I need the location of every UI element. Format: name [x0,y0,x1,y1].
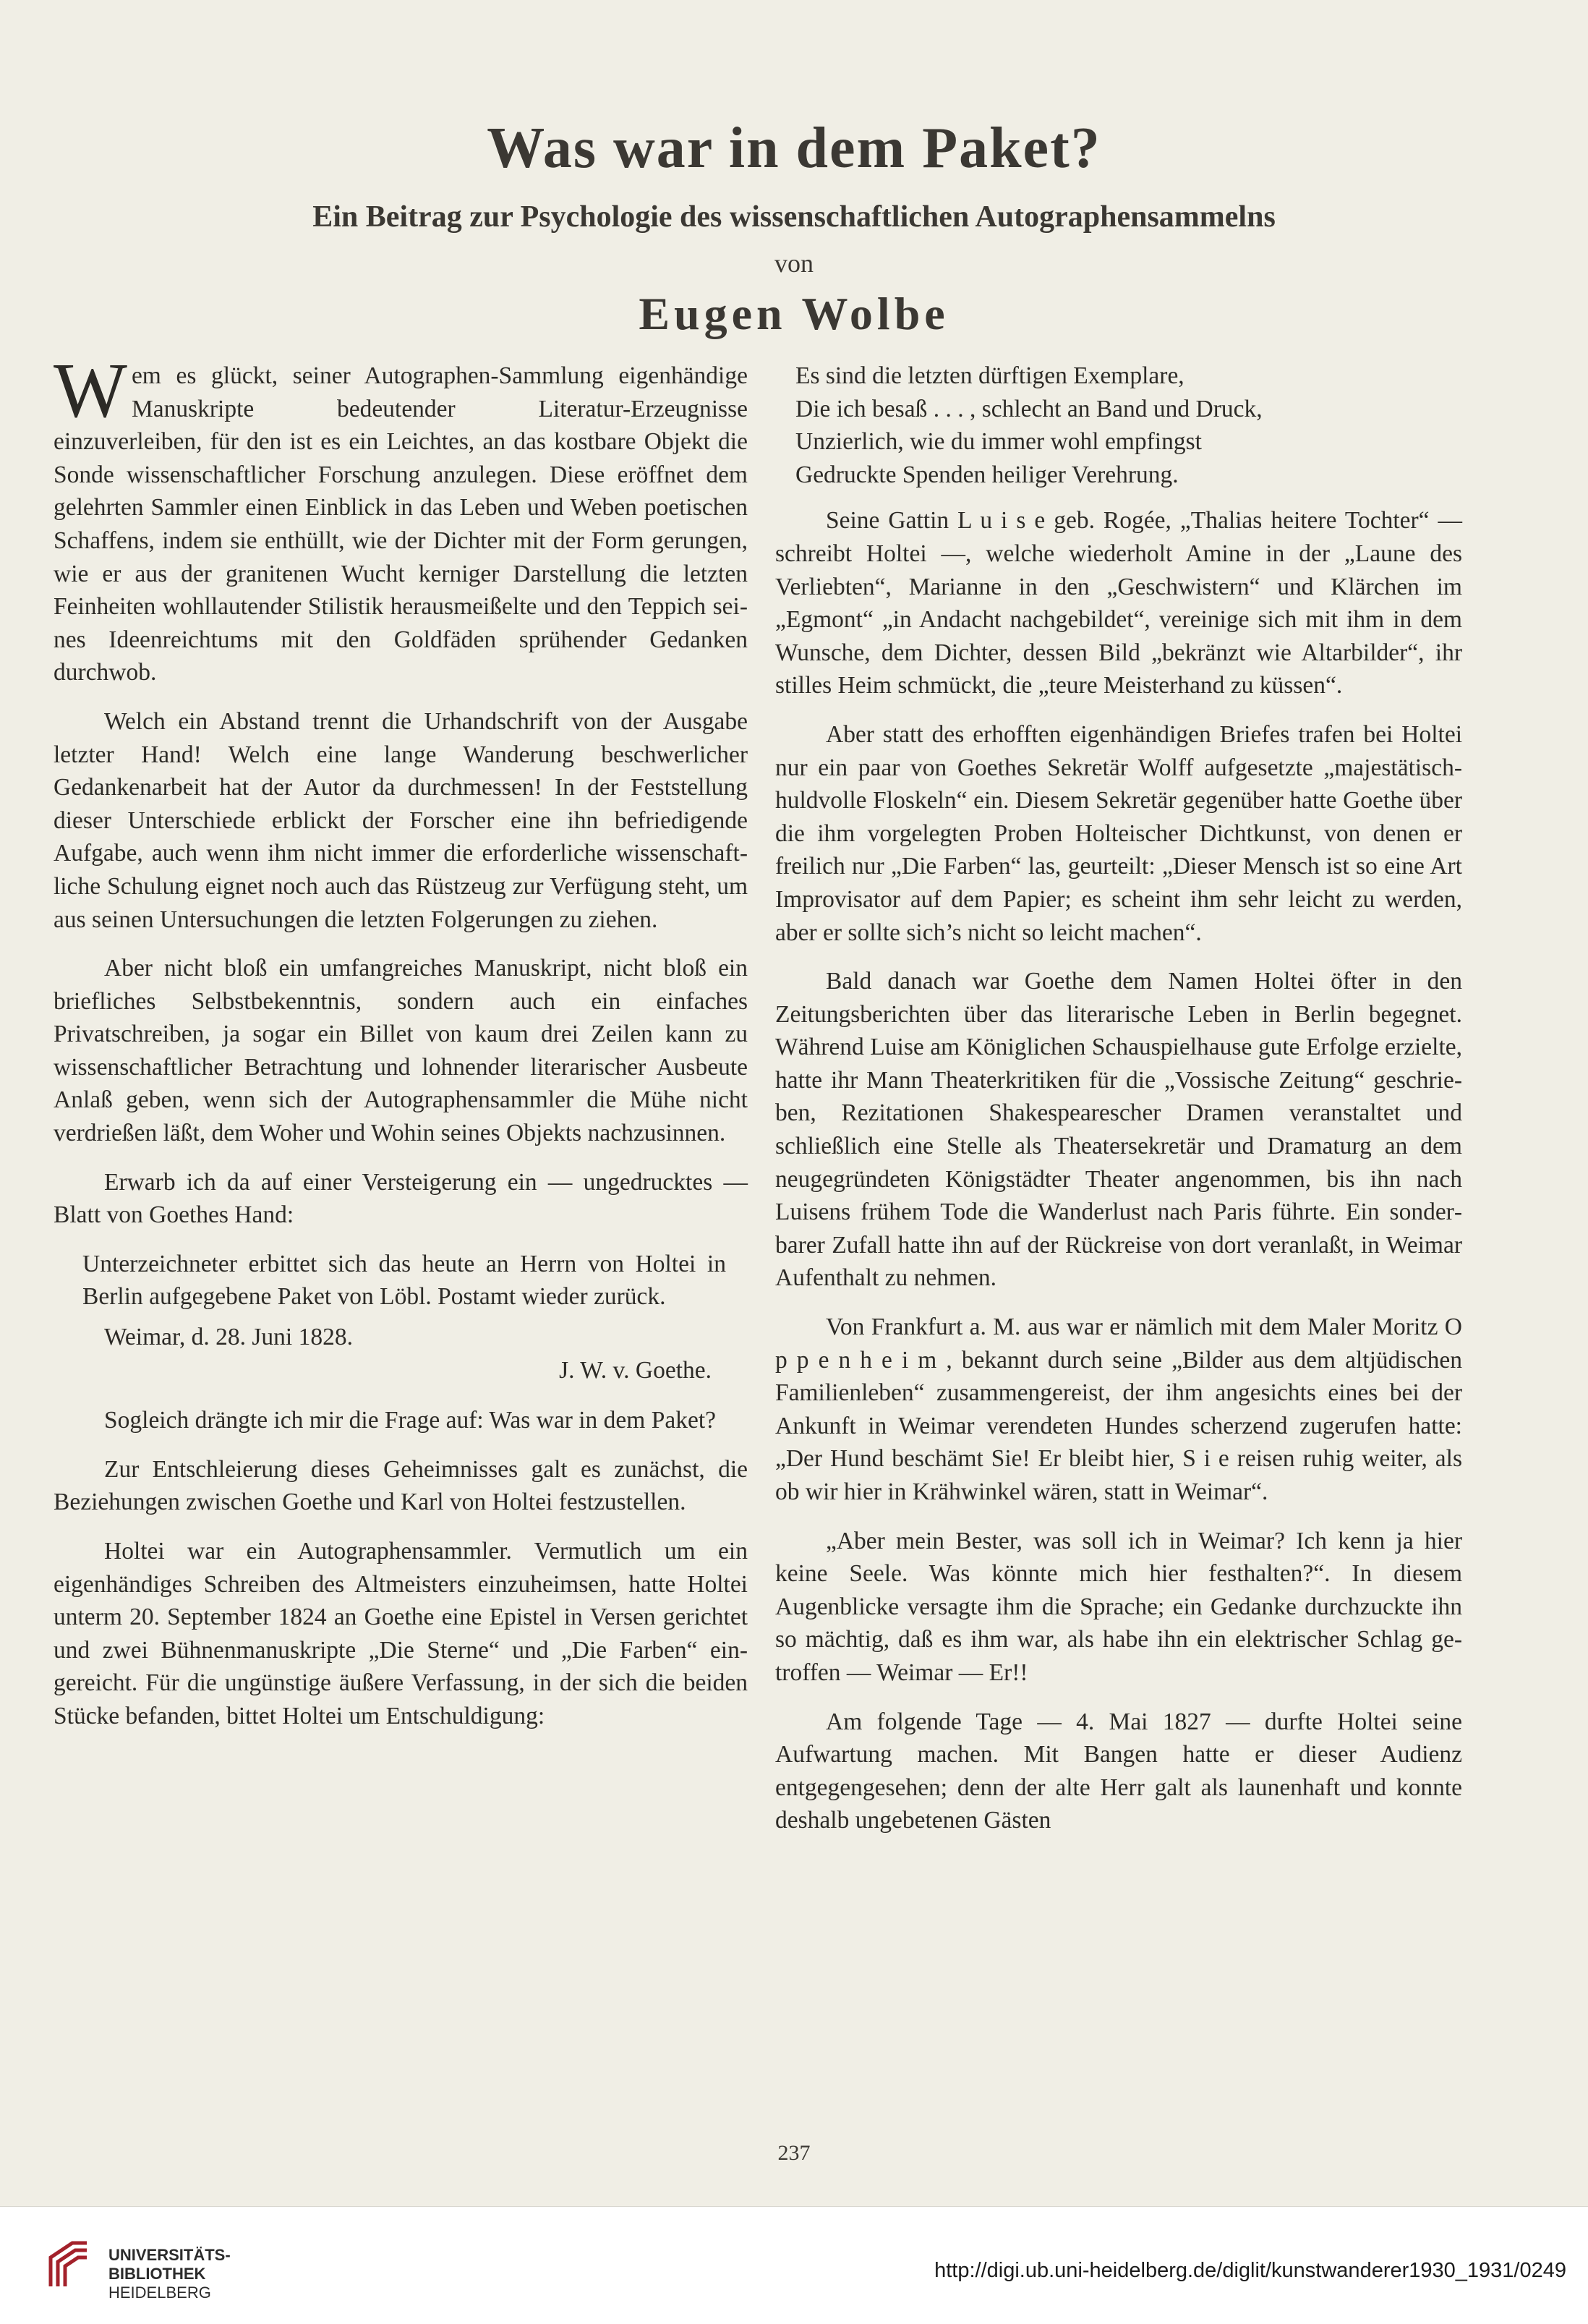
verse-line: Gedruckte Spenden heiliger Verehrung. [795,461,1179,488]
article-title: Was war in dem Paket? [487,116,1101,180]
left-column [54,348,748,1749]
paragraph: Von Frankfurt a. M. aus war er nämlich mit dem Maler Moritz O p p e n h e i m , bekannt durch seine „Bilder aus dem altjüdischen Familienleben“ zusammengereist, der ihm angesichts eines bei der Ankunft in Weimar verendeten Hundes scherzend zugerufen hatte: „Der Hund beschämt Sie! Er bleibt hier, S i e reisen ruhig weiter, als ob wir hier in Krähwinkel wären, statt in Weimar“. [775,1314,1462,1505]
paragraph: Holtei war ein Autographensammler. Vermutlich um ein eigenhändiges Schreiben des Altmeisters einzuheimsen, hatte Holtei unterm 20. September 1824 an Goethe eine Epistel in Versen gerichtet und zwei Bühnenmanuskripte „Die Sterne“ und „Die Farben“ eingereicht. Für die ungünstige äußere Verfassung, in der sich die beiden Stücke befanden, bittet Holtei um Entschuldigung: [54,1538,748,1729]
paragraph: Erwarb ich da auf einer Versteigerung ein — ungedrucktes — Blatt von Goethes Hand: [54,1168,748,1229]
library-footer [0,2206,1588,2324]
verse-quote [795,359,1462,491]
verse-line: Unzierlich, wie du immer wohl empfingst [795,428,1202,456]
quoted-letter: Unterzeichneter erbittet sich das heute an Herrn von Holtei in Berlin aufgegebene Paket von Löbl. Postamt wieder zurück. [82,1250,726,1311]
letter-signature: J. W. v. Goethe. [559,1356,712,1384]
page-number: 237 [777,2141,811,2165]
verse-line: Es sind die letzten dürftigen Exemplare, [795,362,1184,389]
paragraph: Aber nicht bloß ein umfangreiches Manuskript, nicht bloß ein briefliches Selbstbekenntnis, sondern auch ein einfaches Privatschreiben, ja sogar ein Billet von kaum drei Zeilen kann zu wissenschaftlicher Betrachtung und lohnender literarischer Ausbeute Anlaß geben, wenn sich der Autographensammler die Mühe nicht verdrießen läßt, dem Woher und Wohin seines Objekts nachzusinnen. [54,955,748,1147]
paragraph [54,348,748,689]
paragraph: Am folgende Tage — 4. Mai 1827 — durfte Holtei seine Aufwartung machen. Mit Bangen hatte er dieser Audienz entgegengesehen; denn der alte Herr galt als launenhaft und konnte deshalb ungebetenen Gästen [775,1708,1462,1834]
library-name [108,2246,231,2302]
drop-cap: W [54,348,127,434]
paragraph: Zur Entschleierung dieses Geheimnisses galt es zunächst, die Beziehungen zwischen Goethe und Karl von Holtei festzustellen. [54,1455,748,1516]
library-line: BIBLIOTHEK [108,2265,206,2283]
paragraph: „Aber mein Bester, was soll ich in Weimar? Ich kenn ja hier keine Seele. Was könnte mich hier festhalten?“. In diesem Augenblicke versagte ihm die Sprache; ein Gedanke durchzuckte ihn so mächtig, daß es ihm war, als habe ihn ein elektrischer Schlag getroffen — Weimar — Er!! [775,1527,1462,1686]
author-name: Eugen Wolbe [639,288,949,339]
verse-line: Die ich besaß . . . , schlecht an Band und Druck, [795,395,1263,422]
paragraph-text: em es glückt, seiner Autographen-Sammlung eigenhändige Manuskripte bedeutender Literatur-Erzeugnisse einzuverleiben, für den ist es ein Leichtes, an das kostbare Objekt die Sonde wissenschaftlicher Forschung anzulegen. Diese eröffnet dem gelehrten Sammler einen Einblick in das Leben und Weben poetischen Schaffens, indem sie enthüllt, wie der Dichter mit der Form gerungen, wie er aus der granitenen Wucht kerniger Darstellung die letzten Feinheiten wohllautender Stilistik herausmeißelte und den Teppich seines Ideenreichtums mit den Goldfäden sprühender Gedanken durchwob. [54,362,748,686]
letter-place-date: Weimar, d. 28. Juni 1828. [104,1324,353,1351]
paragraph: Welch ein Abstand trennt die Urhandschrift von der Ausgabe letzter Hand! Welch eine lange Wanderung beschwerlicher Gedankenarbeit hat der Autor da durchmessen! In der Feststellung dieser Unterschiede erblickt der Forscher eine ihn befriedigende Aufgabe, auch wenn ihm nicht immer die erforderliche wissenschaftliche Schulung eignet noch auch das Rüstzeug zur Verfügung steht, um aus seinen Untersuchungen die letzten Folgerungen zu ziehen. [54,707,748,933]
library-line: HEIDELBERG [108,2283,211,2302]
paragraph: Bald danach war Goethe dem Namen Holtei öfter in den Zeitungsberichten über das literarische Leben in Berlin begegnet. Während Luise am Königlichen Schauspielhause gute Erfolge erzielte, hatte ihr Mann Theaterkritiken für die „Vossische Zeitung“ geschrieben, Rezitationen Shakespearescher Dramen veranstaltet und schließlich eine Stelle als Theatersekretär und Dramaturg an dem neugegründeten Königstädter Theater angenommen, bis ihn nach Luisens frühem Tode die Wanderlust nach Paris führte. Ein sonderbarer Zufall hatte ihn auf der Rückreise von dort veranlaßt, in Weimar Aufenthalt zu nehmen. [775,968,1462,1292]
library-line: UNIVERSITÄTS- [108,2246,231,2264]
source-url-link[interactable]: http://digi.ub.uni-heidelberg.de/diglit/kunstwanderer1930_1931/0249 [934,2259,1566,2282]
library-logo-icon [43,2236,94,2294]
article-subtitle: Ein Beitrag zur Psychologie des wissenschaftlichen Autographensammelns [312,200,1276,234]
paragraph: Aber statt des erhofften eigenhändigen Briefes trafen bei Holtei nur ein paar von Goethes Sekretär Wolff aufgesetzte „majestätisch-huldvolle Floskeln“ ein. Diesem Sekretär gegenüber hatte Goethe über die ihm vorgelegten Proben Holteischer Dichtkunst, von denen er freilich nur „Die Farben“ las, geurteilt: „Dieser Mensch ist so eine Art Improvisator auf dem Papier; es scheint ihm sehr leicht zu werden, aber er sollte sich’s nicht so leicht machen“. [775,720,1462,946]
right-column [775,359,1462,1853]
byline-von: von [774,249,814,278]
paragraph: Sogleich drängte ich mir die Frage auf: Was war in dem Paket? [104,1407,717,1434]
paragraph: Seine Gattin L u i s e geb. Rogée, „Thalias heitere Tochter“ — schreibt Holtei —, welche wiederholt Amine in der „Laune des Verliebten“, Marianne in den „Geschwistern“ und Klärchen im „Egmont“ „in Andacht nachgebildet“, vereinige sich mit ihm in dem Wunsche, dem Dichter, dessen Bild „bekränzt wie Altarbilder“, ihr stilles Heim schmückt, die „teure Meisterhand zu küssen“. [775,507,1462,699]
